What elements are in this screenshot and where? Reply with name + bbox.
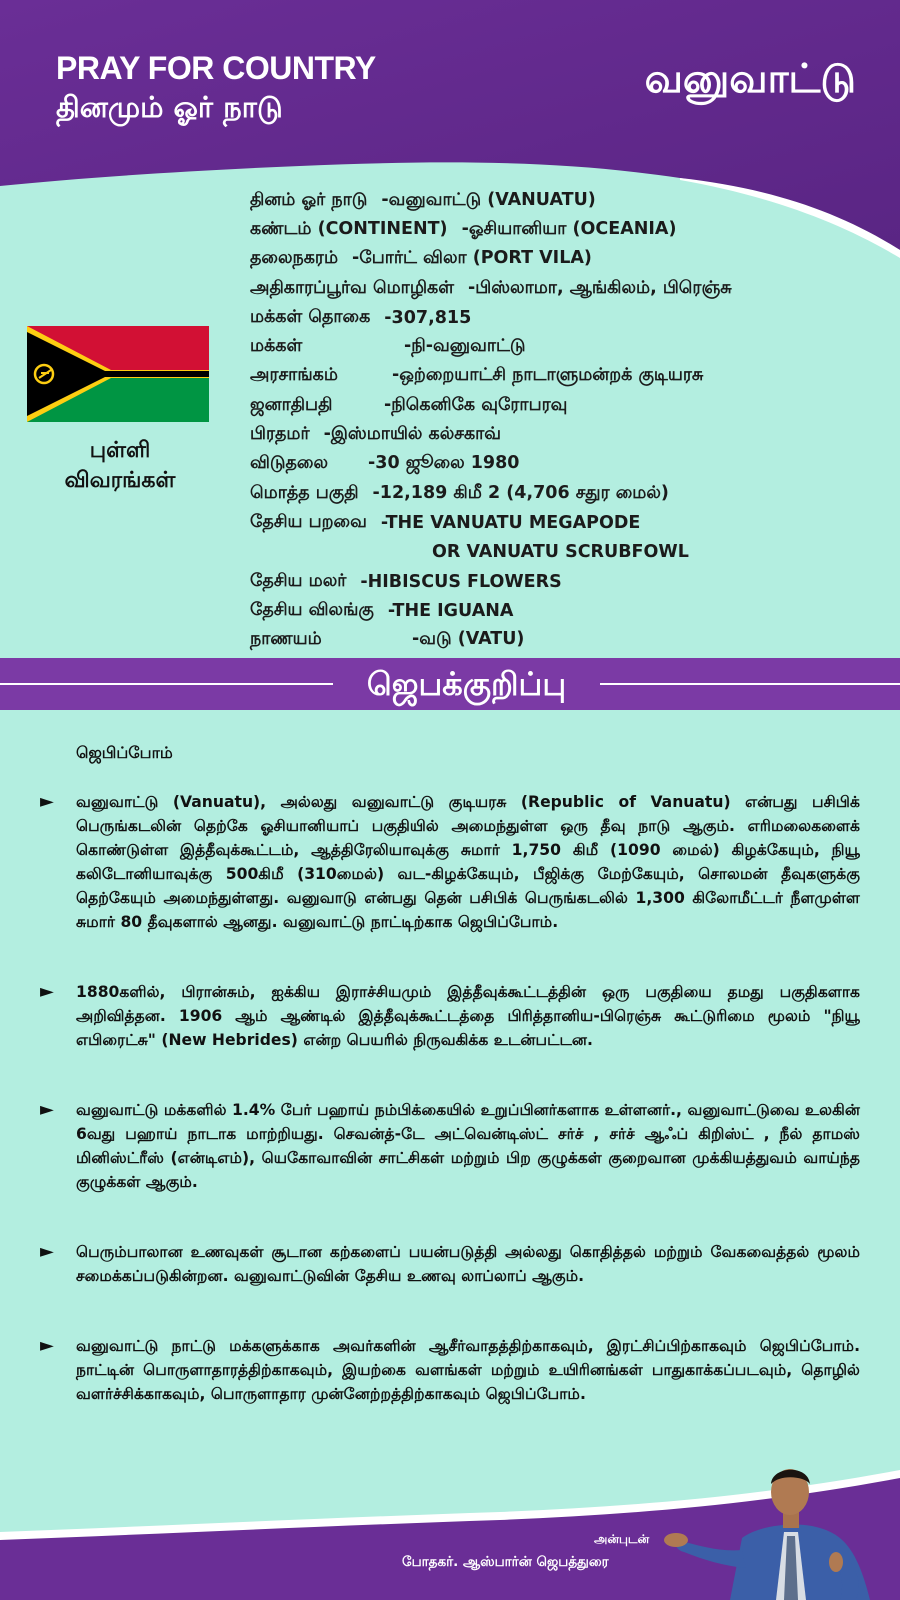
fact-value: -12,189 கிமீ 2 (4,706 சதுர மைல்) <box>372 482 669 503</box>
prayer-paragraph <box>40 1240 860 1288</box>
fact-key: தேசிய விலங்கு <box>250 599 374 620</box>
fact-key: கண்டம் (CONTINENT) <box>250 218 448 239</box>
fact-row <box>250 332 890 361</box>
brand-title-english: PRAY FOR COUNTRY <box>56 50 376 86</box>
paragraph-text: பெரும்பாலான உணவுகள் சூடான கற்களைப் பயன்படுத்தி அல்லது கொதித்தல் மற்றும் வேகவைத்தல் மூலம் சமைக்கப்படுகின்றன. வனுவாட்டுவின் தேசிய உணவு லாப்லாப் ஆகும். <box>76 1243 860 1285</box>
prayer-paragraph <box>40 790 860 934</box>
paragraph-text: 1880களில், பிரான்சும், ஐக்கிய இராச்சியமும் இத்தீவுக்கூட்டத்தின் ஒரு பகுதியை தமது பகுதிகளாக அறிவித்தன. 1906 ஆம் ஆண்டில் இத்தீவுக்கூட்டத்தை பிரித்தானிய-பிரெஞ்சு கூட்டுரிமை மூலம் "நியூ எபிரைட்சு" (New Hebrides) என்ற பெயரில் நிருவகிக்க உடன்பட்டன. <box>76 983 860 1049</box>
fact-key: ஜனாதிபதி <box>250 394 333 415</box>
fact-row <box>250 362 890 391</box>
triangle-bullet-icon: ► <box>40 981 54 1002</box>
fact-row <box>250 596 890 625</box>
fact-value: OR VANUATU SCRUBFOWL <box>432 542 689 563</box>
paragraph-text: வனுவாட்டு (Vanuatu), அல்லது வனுவாட்டு குடியரசு (Republic of Vanuatu) என்பது பசிபிக் பெருங்கடலின் தெற்கே ஓசியானியாப் பகுதியில் அமைந்துள்ள ஒரு தீவு நாடு ஆகும். எரிமலைகளைக் கொண்டுள்ள இத்தீவுக்கூட்டம், ஆத்திரேலியாவுக்கு சுமார் 1,750 கிமீ (1090 மைல்) கிழக்கேயும், நியூ கலிடோனியாவுக்கு 500கிமீ (310மைல்) வட-கிழக்கேயும், பீஜிக்கு மேற்கேயும், சொலமன் தீவுகளுக்கு தெற்கேயும் அமைந்துள்ளது. வனுவாடு என்பது தென் பசிபிக் பெருங்கடலில் 1,300 கிலோமீட்டர் நீளமுள்ள சுமார் 80 தீவுகளால் ஆனது. வனுவாட்டு நாட்டிற்காக ஜெபிப்போம். <box>76 793 860 931</box>
fact-key: தலைநகரம் <box>250 248 339 269</box>
fact-row <box>250 391 890 420</box>
fact-key: தினம் ஓர் நாடு <box>250 189 368 210</box>
country-title: வனுவாட்டு <box>644 56 856 102</box>
fact-row <box>250 303 890 332</box>
fact-key: தேசிய பறவை <box>250 511 367 532</box>
fact-row <box>250 245 890 274</box>
fact-key: தேசிய மலர் <box>250 570 347 591</box>
fact-key: விடுதலை <box>250 453 329 474</box>
fact-value: -போர்ட் விலா (PORT VILA) <box>352 248 592 269</box>
fact-row <box>250 420 890 449</box>
prayer-paragraph <box>40 1334 860 1406</box>
banner-divider-right <box>600 683 900 685</box>
triangle-bullet-icon: ► <box>40 1335 54 1356</box>
signature-name: போதகர். ஆஸ்பார்ன் ஜெபத்துரை <box>402 1554 609 1570</box>
prayer-paragraph <box>40 1098 860 1194</box>
fact-value: -ஓசியானியா (OCEANIA) <box>461 218 677 239</box>
fact-value: -வனுவாட்டு (VANUATU) <box>381 189 596 210</box>
fact-key: பிரதமர் <box>250 424 310 445</box>
fact-value: -HIBISCUS FLOWERS <box>360 571 562 592</box>
triangle-bullet-icon: ► <box>40 1241 54 1262</box>
fact-row <box>250 508 890 537</box>
fact-value: -ஒற்றையாட்சி நாடாளுமன்றக் குடியரசு <box>392 365 704 386</box>
fact-row <box>250 215 890 244</box>
fact-value: -30 ஜூலை 1980 <box>368 453 520 474</box>
side-label-line1: புள்ளி <box>89 438 151 463</box>
prayer-points-banner <box>0 658 900 710</box>
fact-key: அதிகாரப்பூர்வ மொழிகள் <box>250 277 455 298</box>
fact-list <box>250 186 890 655</box>
fact-row <box>250 567 890 596</box>
footer-background <box>0 1440 900 1600</box>
fact-value: -நிகெனிகே வுரோபரவு <box>384 394 568 415</box>
fact-row <box>250 186 890 215</box>
footer <box>0 1440 900 1600</box>
fact-value: -இஸ்மாயில் கல்சகாவ் <box>323 424 502 445</box>
banner-title: ஜெபக்குறிப்பு <box>366 665 567 703</box>
triangle-bullet-icon: ► <box>40 1099 54 1120</box>
triangle-bullet-icon: ► <box>40 791 54 812</box>
fact-value: -307,815 <box>384 307 472 328</box>
side-label <box>40 436 200 496</box>
fact-row <box>250 450 890 479</box>
fact-value: -வடு (VATU) <box>412 629 525 650</box>
prayer-paragraph <box>40 980 860 1052</box>
fact-value: -THE VANUATU MEGAPODE <box>380 512 641 533</box>
fact-row <box>250 479 890 508</box>
paragraph-text: வனுவாட்டு நாட்டு மக்களுக்காக அவர்களின் ஆசீர்வாதத்திற்காகவும், இரட்சிப்பிற்காகவும் ஜெபிப்போம். நாட்டின் பொருளாதாரத்திற்காகவும், இயற்கை வளங்கள் மற்றும் உயிரினங்கள் பாதுகாக்கப்படவும், தொழில் வளர்ச்சிக்காகவும், பொருளாதார முன்னேற்றத்திற்காகவும் ஜெபிப்போம். <box>76 1337 860 1403</box>
fact-key: மொத்த பகுதி <box>250 482 359 503</box>
fact-value: -THE IGUANA <box>387 600 514 621</box>
fact-key: நாணயம் <box>250 629 322 650</box>
fact-key: அரசாங்கம் <box>250 365 338 386</box>
intro-heading: ஜெபிப்போம் <box>76 743 173 762</box>
fact-row <box>250 625 890 654</box>
fact-row <box>250 274 890 303</box>
signature-greeting: அன்புடன் <box>594 1532 650 1546</box>
paragraph-text: வனுவாட்டு மக்களில் 1.4% பேர் பஹாய் நம்பிக்கையில் உறுப்பினர்களாக உள்ளனர்., வனுவாட்டுவை உலகின் 6வது பஹாய் நாடாக மாற்றியது. செவன்த்-டே அட்வென்டிஸ்ட் சர்ச் , சர்ச் ஆஃப் கிறிஸ்ட் , நீல் தாமஸ் மினிஸ்ட்ரீஸ் (என்டிஎம்), யெகோவாவின் சாட்சிகள் மற்றும் பிற குழுக்கள் குறைவான முக்கியத்துவம் வாய்ந்த குழுக்கள் ஆகும். <box>76 1101 860 1191</box>
fact-row <box>250 538 890 567</box>
fact-value: -நி-வனுவாட்டு <box>404 336 526 357</box>
side-label-line2: விவரங்கள் <box>64 468 176 493</box>
banner-divider-left <box>0 683 333 685</box>
fact-value: -பிஸ்லாமா, ஆங்கிலம், பிரெஞ்சு <box>468 277 732 298</box>
vanuatu-flag-image <box>27 326 209 422</box>
fact-key: மக்கள் <box>250 336 303 357</box>
fact-key: மக்கள் தொகை <box>250 306 371 327</box>
brand-title-tamil: தினமும் ஓர் நாடு <box>56 90 283 124</box>
